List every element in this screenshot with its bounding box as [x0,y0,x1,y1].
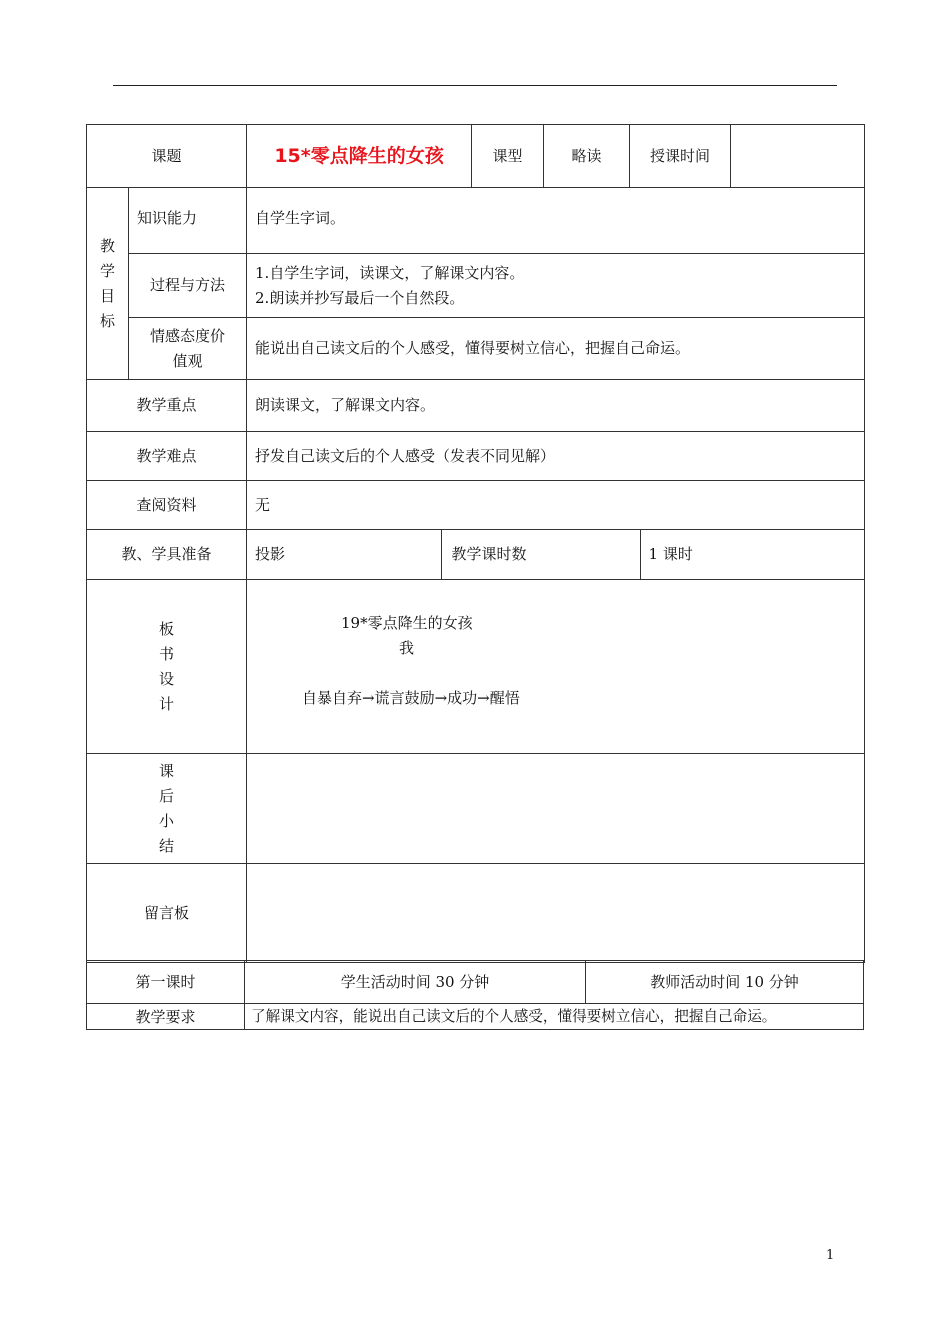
teacher-time: 教师活动时间 10 分钟 [586,961,864,1004]
header-rule [113,85,837,86]
lesson-time-row [87,961,864,1004]
tools-value: 投影 [247,530,441,579]
key-point-row [87,380,865,432]
objectives-group-label: 教 学 目 标 [87,188,129,380]
requirement-row [87,1004,864,1030]
reference-value: 无 [247,481,865,530]
time-label: 授课时间 [630,125,731,188]
board-subject: 我 [399,639,415,657]
header-row [87,125,865,188]
objective-row-process [87,254,865,318]
board-flow: 自暴自弃→谎言鼓励→成功→醒悟 [302,689,520,707]
difficulty-row [87,432,865,481]
objective-label-emotion: 情感态度价 值观 [129,318,247,380]
message-board-value [247,864,865,963]
reference-label: 查阅资料 [87,481,247,530]
difficulty-label: 教学难点 [87,432,247,481]
lesson-label: 第一课时 [87,961,245,1004]
type-label: 课型 [472,125,544,188]
board-row [87,580,865,754]
summary-label: 课 后 小 结 [87,754,247,864]
key-point-value: 朗读课文，了解课文内容。 [247,380,865,432]
message-board-label: 留言板 [87,864,247,963]
objective-value-knowledge: 自学生字词。 [247,188,865,254]
objective-row-knowledge [87,188,865,254]
lesson-time-table [86,960,864,1030]
objective-value-emotion: 能说出自己读文后的个人感受，懂得要树立信心，把握自己命运。 [247,318,865,380]
reference-row [87,481,865,530]
lesson-plan-table [86,124,865,963]
summary-value [247,754,865,864]
message-board-row [87,864,865,963]
difficulty-value: 抒发自己读文后的个人感受（发表不同见解） [247,432,865,481]
topic-title: 15*零点降生的女孩 [247,125,472,188]
summary-row [87,754,865,864]
tools-row [87,530,865,580]
topic-label: 课题 [87,125,247,188]
objective-label-process: 过程与方法 [129,254,247,318]
objective-label-knowledge: 知识能力 [129,188,247,254]
type-value: 略读 [544,125,630,188]
page-number: 1 [826,1248,835,1263]
key-point-label: 教学重点 [87,380,247,432]
objective-row-emotion [87,318,865,380]
time-value [731,125,865,188]
student-time: 学生活动时间 30 分钟 [245,961,586,1004]
requirement-value: 了解课文内容，能说出自己读文后的个人感受，懂得要树立信心，把握自己命运。 [245,1004,864,1030]
tools-cell [247,530,865,580]
objective-value-process: 1.自学生字词，读课文，了解课文内容。 2.朗读并抄写最后一个自然段。 [247,254,865,318]
tools-label: 教、学具准备 [87,530,247,580]
board-title: 19*零点降生的女孩 [341,614,473,632]
hours-label: 教学课时数 [441,530,640,579]
board-content [247,580,865,754]
hours-value: 1 课时 [648,545,693,563]
requirement-label: 教学要求 [87,1004,245,1030]
board-label: 板 书 设 计 [87,580,247,754]
